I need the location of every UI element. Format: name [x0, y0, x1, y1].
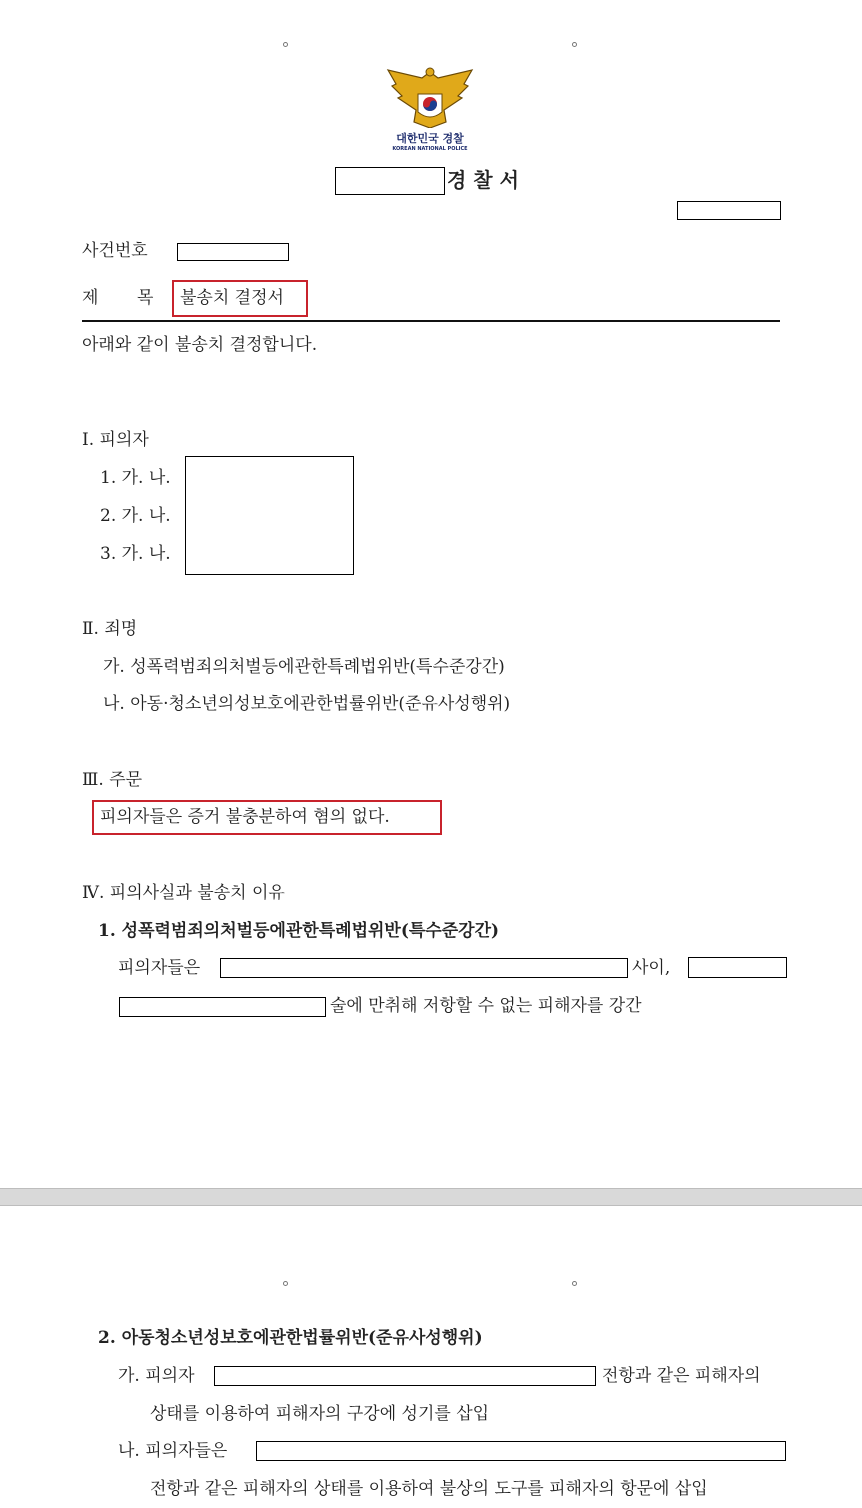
reason1-text-c: 술에 만취해 저항할 수 없는 피해자를 강간	[330, 996, 642, 1016]
page-corner-mark	[572, 42, 577, 47]
page-corner-mark	[572, 1281, 577, 1286]
reason2-b-label: 나. 피의자들은	[118, 1441, 228, 1461]
subject-label-2: 목	[137, 288, 154, 308]
charge-item: 가. 성폭력범죄의처벌등에관한특례법위반(특수준강간)	[103, 657, 505, 677]
section4-heading: Ⅳ. 피의사실과 불송치 이유	[82, 883, 285, 903]
reason2-a-label: 가. 피의자	[118, 1366, 195, 1386]
charge-item: 나. 아동·청소년의성보호에관한법률위반(준유사성행위)	[103, 694, 511, 714]
page-corner-mark	[283, 1281, 288, 1286]
redaction	[214, 1366, 596, 1386]
logo-name-ko: 대한민국 경찰	[396, 132, 464, 145]
redaction	[688, 957, 787, 978]
page-separator	[0, 1188, 862, 1206]
subject-label-1: 제	[82, 288, 99, 308]
reason2-a-tail: 전항과 같은 피해자의	[602, 1366, 761, 1386]
case-number-redaction	[177, 243, 289, 261]
reason2-b-line2: 전항과 같은 피해자의 상태를 이용하여 불상의 도구를 피해자의 항문에 삽입	[150, 1479, 708, 1499]
suspect-item: 1. 가. 나.	[100, 468, 171, 488]
case-number-label: 사건번호	[82, 241, 148, 261]
reason2-a-line2: 상태를 이용하여 피해자의 구강에 성기를 삽입	[150, 1404, 490, 1424]
reason1-text-b: 사이,	[632, 958, 671, 978]
page-title: 경 찰 서	[447, 168, 519, 192]
date-redaction	[677, 201, 781, 220]
intro-text: 아래와 같이 불송치 결정합니다.	[82, 335, 318, 355]
page-corner-mark	[283, 42, 288, 47]
section3-heading: Ⅲ. 주문	[82, 770, 143, 790]
decision-text: 피의자들은 증거 불충분하여 혐의 없다.	[100, 807, 390, 827]
header-divider	[82, 320, 780, 322]
reason1-title: 1. 성폭력범죄의처벌등에관한특례법위반(특수준강간)	[98, 921, 500, 941]
suspect-item: 2. 가. 나.	[100, 506, 171, 526]
suspect-names-redaction	[185, 456, 354, 575]
station-name-redaction	[335, 167, 445, 195]
suspect-item: 3. 가. 나.	[100, 544, 171, 564]
reason1-text-a: 피의자들은	[118, 958, 201, 978]
redaction	[119, 997, 326, 1017]
logo-name-en: KOREAN NATIONAL POLICE	[392, 146, 468, 152]
police-emblem-icon	[380, 66, 480, 128]
section1-heading: Ⅰ. 피의자	[82, 430, 149, 450]
police-logo	[380, 66, 480, 156]
redaction	[256, 1441, 786, 1461]
redaction	[220, 958, 628, 978]
subject-value: 불송치 결정서	[180, 288, 284, 308]
reason2-title: 2. 아동청소년성보호에관한법률위반(준유사성행위)	[98, 1328, 483, 1348]
section2-heading: Ⅱ. 죄명	[82, 619, 138, 639]
